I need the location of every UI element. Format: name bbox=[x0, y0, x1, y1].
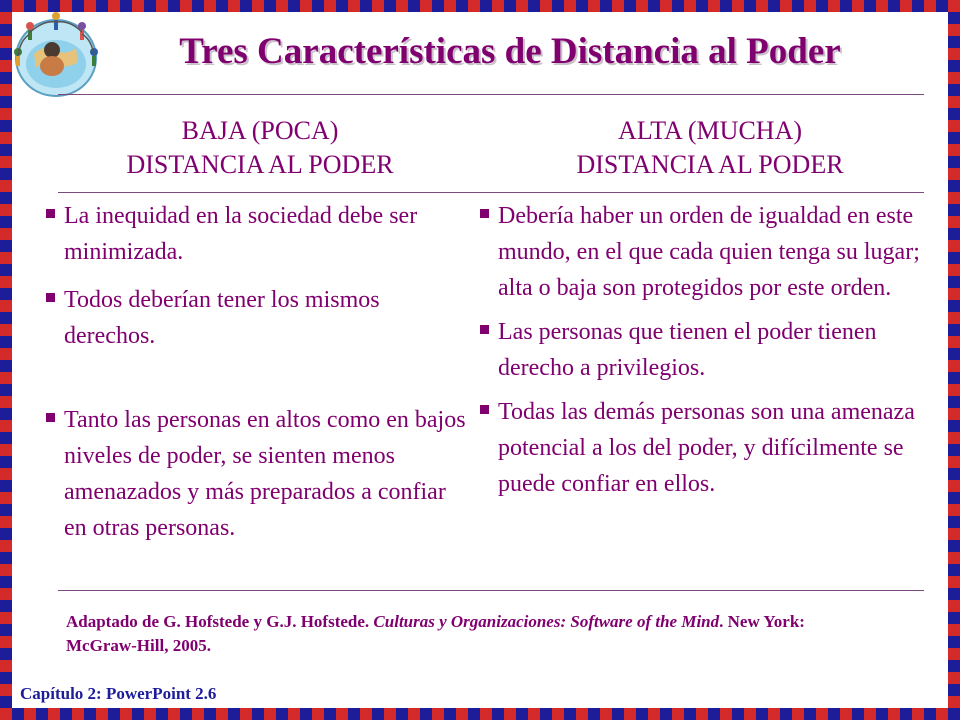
list-item bbox=[476, 394, 928, 502]
column-high-list bbox=[476, 198, 928, 502]
slide-title: Tres Características de Distancia al Poder bbox=[179, 31, 841, 72]
list-item-text: Las personas que tienen el poder tienen derecho a privilegios. bbox=[498, 319, 877, 381]
list-item bbox=[42, 402, 467, 546]
square-bullet-icon bbox=[480, 325, 489, 334]
list-item bbox=[476, 314, 928, 386]
list-item bbox=[42, 282, 467, 354]
divider-top bbox=[58, 94, 924, 95]
square-bullet-icon bbox=[46, 293, 55, 302]
column-heading-high-line2: DISTANCIA AL PODER bbox=[576, 150, 844, 179]
list-item-text: Todas las demás personas son una amenaza potencial a los del poder, y difícilmente se puede confiar en ellos. bbox=[498, 399, 915, 497]
border-left bbox=[0, 0, 12, 720]
list-item-text: Debería haber un orden de igualdad en este mundo, en el que cada quien tenga su lugar; alta o baja son protegidos por este orden. bbox=[498, 203, 920, 301]
column-heading-low bbox=[60, 114, 460, 182]
list-item bbox=[42, 198, 467, 270]
list-item-text: Tanto las personas en altos como en bajos niveles de poder, se sienten menos amenazados y más preparados a confiar en otras personas. bbox=[64, 407, 466, 541]
source-book-title: Culturas y Organizaciones: Software of the Mind bbox=[373, 612, 720, 631]
column-heading-low-line1: BAJA (POCA) bbox=[181, 116, 339, 145]
footer-caption: Capítulo 2: PowerPoint 2.6 bbox=[20, 684, 217, 703]
column-heading-low-line2: DISTANCIA AL PODER bbox=[126, 150, 394, 179]
column-low-list bbox=[42, 198, 467, 546]
border-right bbox=[948, 0, 960, 720]
square-bullet-icon bbox=[480, 209, 489, 218]
square-bullet-icon bbox=[46, 413, 55, 422]
divider-middle bbox=[58, 192, 924, 193]
source-citation bbox=[66, 610, 866, 658]
list-item-text: La inequidad en la sociedad debe ser minimizada. bbox=[64, 203, 418, 265]
square-bullet-icon bbox=[46, 209, 55, 218]
border-bottom bbox=[0, 708, 960, 720]
source-prefix: Adaptado de G. Hofstede y G.J. Hofstede. bbox=[66, 612, 374, 631]
globe-people-icon bbox=[4, 4, 104, 104]
column-heading-high-line1: ALTA (MUCHA) bbox=[617, 116, 803, 145]
square-bullet-icon bbox=[480, 405, 489, 414]
source-suffix: . New York: McGraw-Hill, 2005. bbox=[66, 612, 805, 655]
list-item bbox=[476, 198, 928, 306]
column-heading-high bbox=[500, 114, 920, 182]
list-item-text: Todos deberían tener los mismos derechos. bbox=[64, 287, 380, 349]
divider-bottom bbox=[58, 590, 924, 591]
border-top bbox=[0, 0, 960, 12]
